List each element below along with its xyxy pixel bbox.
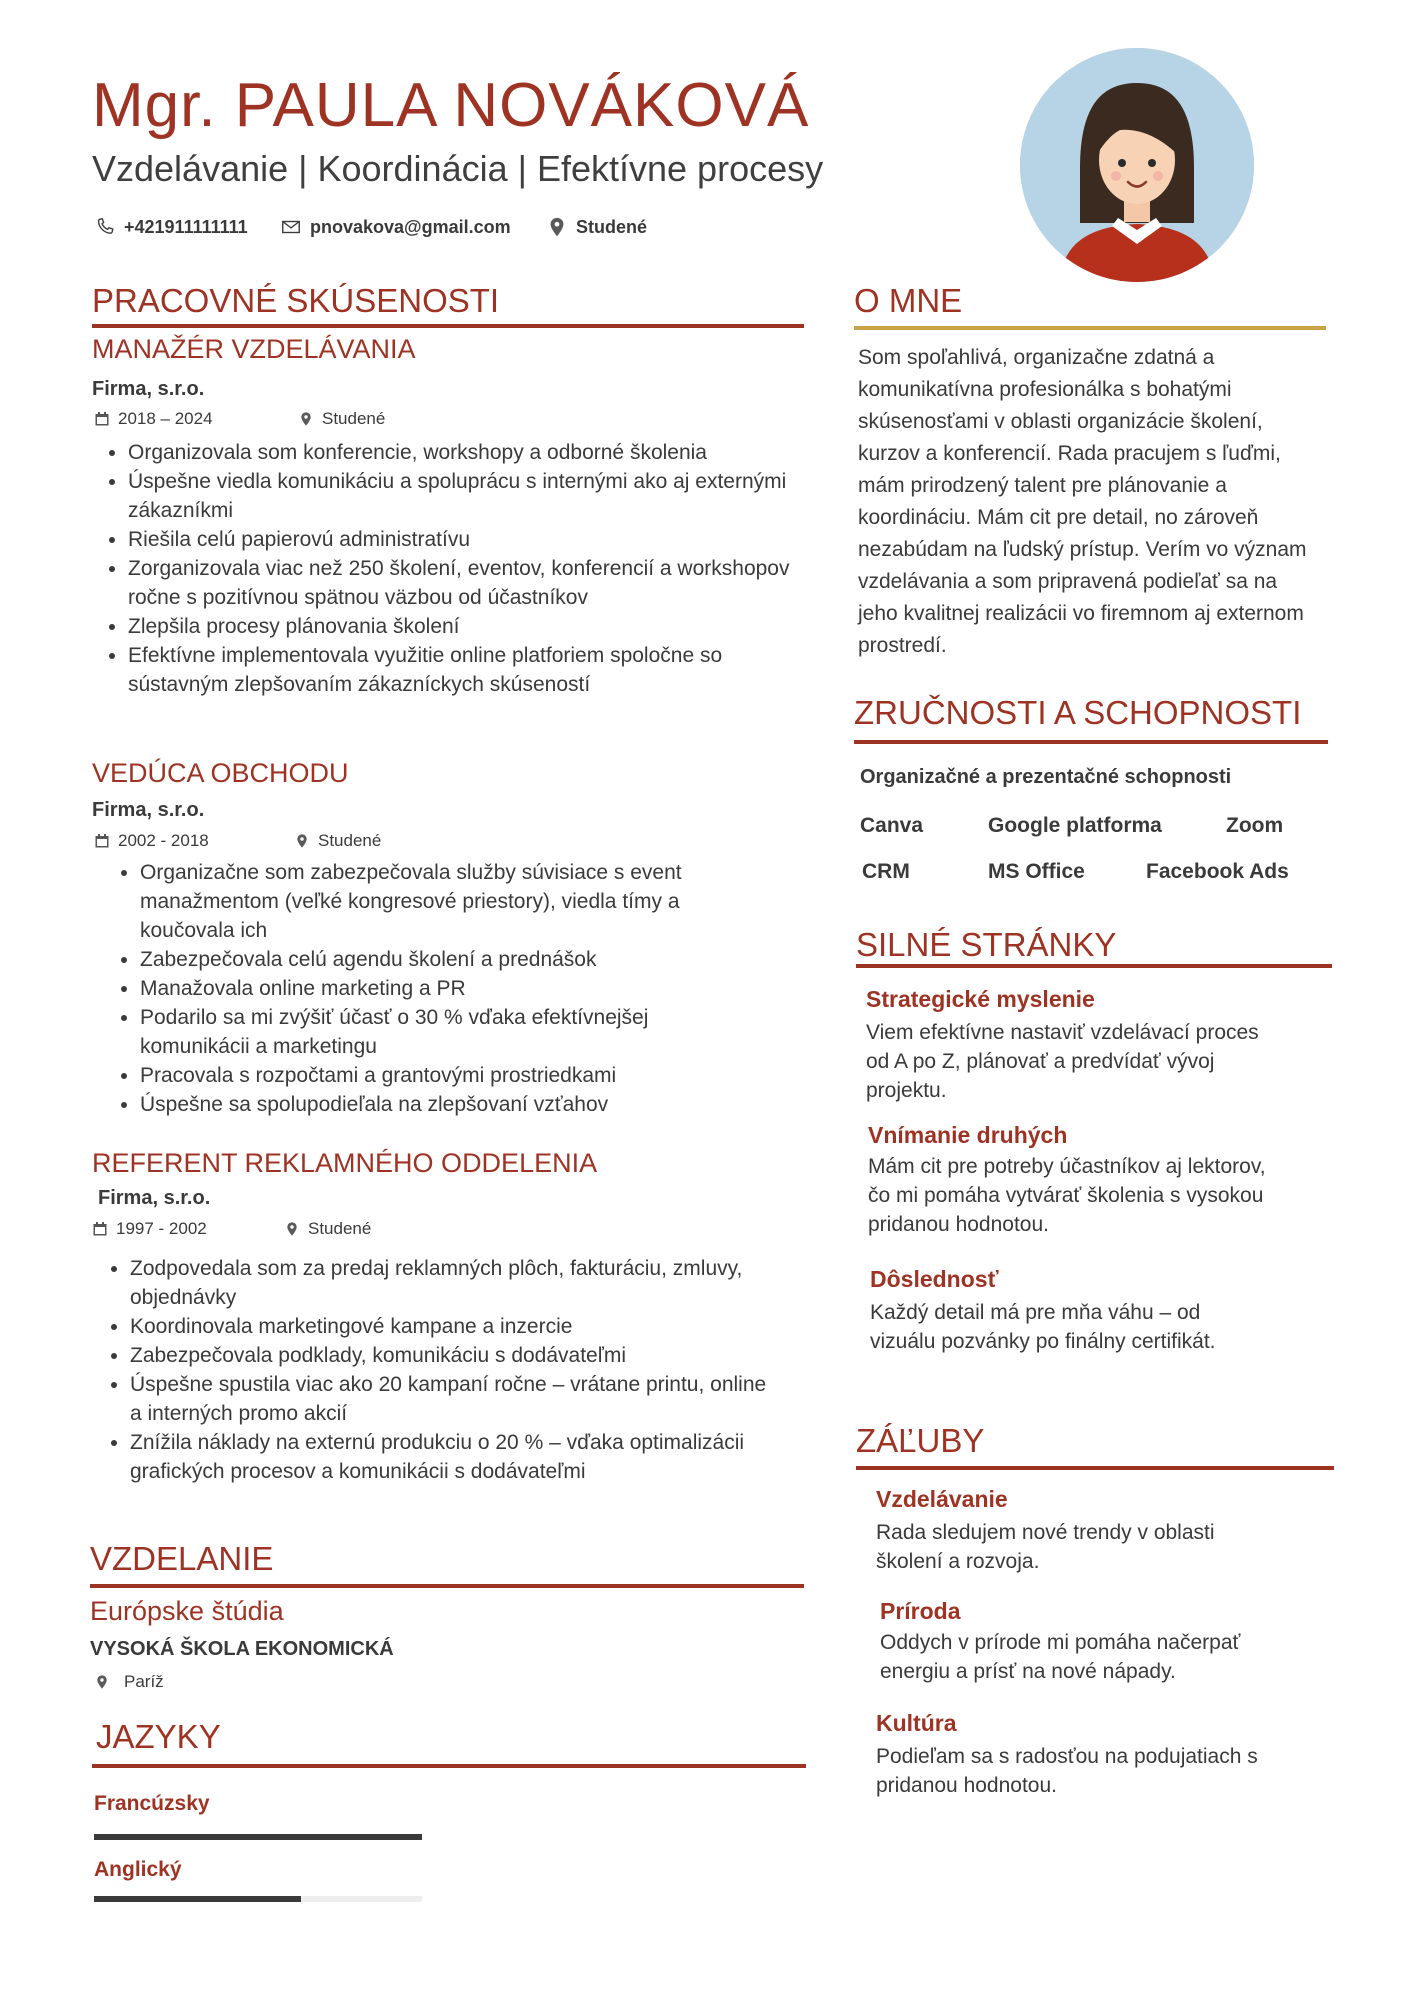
section-title-experience: PRACOVNÉ SKÚSENOSTI [92, 282, 500, 319]
section-divider [854, 740, 1328, 744]
calendar-icon [92, 1221, 108, 1237]
calendar-icon [94, 411, 110, 427]
location-pin-icon [94, 1674, 110, 1690]
list-item: • Organizačne som zabezpečovala služby súvisiace s event manažmentom (veľké kongresové priestory), viedla tímy a koučovala ich [140, 858, 760, 945]
skill-item: Zoom [1226, 814, 1284, 837]
location-pin-icon [546, 216, 568, 238]
section-divider [92, 324, 804, 328]
list-item: • Zlepšila procesy plánovania školení [128, 612, 808, 641]
avatar-illustration [1020, 48, 1254, 282]
job-duties [92, 438, 808, 699]
job-period: 1997 - 2002 [92, 1219, 207, 1239]
job-location: Studené [284, 1219, 371, 1239]
list-item: • Efektívne implementovala využitie online platforiem spoločne so sústavným zlepšovaním zákazníckych skúseností [128, 641, 808, 699]
section-title-education: VZDELANIE [90, 1540, 274, 1577]
job-title: VEDÚCA OBCHODU [92, 758, 349, 788]
school-location: Paríž [94, 1672, 164, 1692]
hobby-text: Oddych v prírode mi pomáha načerpať energiu a prísť na nové nápady. [880, 1631, 1241, 1683]
location-pin-icon [298, 411, 314, 427]
company-name: Firma, s.r.o. [92, 799, 205, 821]
section-divider [854, 326, 1326, 330]
strength-title: Dôslednosť [870, 1266, 999, 1292]
tagline: Vzdelávanie | Koordinácia | Efektívne procesy [92, 148, 824, 189]
list-item: • Zodpovedala som za predaj reklamných plôch, fakturáciu, zmluvy, objednávky [130, 1254, 770, 1312]
company-name: Firma, s.r.o. [92, 378, 205, 400]
job-location: Studené [298, 409, 385, 429]
skill-item: Canva [860, 814, 924, 837]
list-item: • Organizovala som konferencie, workshopy a odborné školenia [128, 438, 808, 467]
calendar-icon [94, 833, 110, 849]
strength-title: Strategické myslenie [866, 986, 1095, 1012]
job-period: 2018 – 2024 [94, 409, 213, 429]
location: Studené [576, 216, 648, 237]
list-item: • Znížila náklady na externú produkciu o 20 % – vďaka optimalizácii grafických procesov a komunikácii s dodávateľmi [130, 1428, 770, 1486]
contact-location [546, 216, 647, 238]
job-location: Studené [294, 831, 381, 851]
location-pin-icon [294, 833, 310, 849]
language-name: Anglický [94, 1858, 182, 1881]
strength-title: Vnímanie druhých [868, 1122, 1068, 1148]
job-title: MANAŽÉR VZDELÁVANIA [92, 334, 416, 364]
language-name: Francúzsky [94, 1792, 210, 1815]
strength-text: Viem efektívne nastaviť vzdelávací proces od A po Z, plánovať a predvídať vývoj projektu. [866, 1021, 1259, 1102]
skill-item: MS Office [988, 860, 1085, 883]
hobby-title: Kultúra [876, 1710, 957, 1736]
list-item: • Úspešne spustila viac ako 20 kampaní ročne – vrátane printu, online a interných promo akcií [130, 1370, 770, 1428]
list-item: • Manažovala online marketing a PR [140, 974, 760, 1003]
school-name: VYSOKÁ ŠKOLA EKONOMICKÁ [90, 1638, 394, 1660]
job-duties [94, 1254, 770, 1486]
phone-number[interactable]: +421911111111 [124, 216, 248, 237]
avatar [1020, 48, 1254, 282]
language-level-bar [94, 1834, 422, 1840]
hobby-title: Príroda [880, 1598, 961, 1624]
about-text: Som spoľahlivá, organizačne zdatná a komunikatívna profesionálka s bohatými skúsenosťami v oblasti organizácie školení, kurzov a konferencií. Rada pracujem s ľuďmi, mám prirodzený talent pre plánovanie a koordináciu. Mám cit pre detail, no zároveň nezabúdam na ľudský prístup. Verím vo význam vzdelávania a som pripravená podieľať sa na jeho kvalitnej realizácii vo firemnom aj externom prostredí. [858, 346, 1307, 657]
contact-phone [94, 216, 248, 238]
company-name: Firma, s.r.o. [98, 1187, 211, 1209]
job-period: 2002 - 2018 [94, 831, 209, 851]
section-title-languages: JAZYKY [96, 1718, 221, 1755]
section-title-strengths: SILNÉ STRÁNKY [856, 926, 1117, 963]
skills-heading: Organizačné a prezentačné schopnosti [860, 766, 1232, 788]
list-item: • Zabezpečovala podklady, komunikáciu s dodávateľmi [130, 1341, 770, 1370]
email-address[interactable]: pnovakova@gmail.com [310, 216, 511, 237]
list-item: • Zabezpečovala celú agendu školení a prednášok [140, 945, 760, 974]
contact-email [280, 216, 511, 238]
list-item: • Koordinovala marketingové kampane a inzercie [130, 1312, 770, 1341]
section-title-hobbies: ZÁĽUBY [856, 1422, 985, 1459]
language-level-bar [94, 1896, 422, 1902]
candidate-name: Mgr. PAULA NOVÁKOVÁ [92, 71, 810, 140]
list-item: • Podarilo sa mi zvýšiť účasť o 30 % vďaka efektívnejšej komunikácii a marketingu [140, 1003, 760, 1061]
section-divider [90, 1584, 804, 1588]
skill-item: Google platforma [988, 814, 1162, 837]
phone-icon [94, 216, 116, 238]
location-pin-icon [284, 1221, 300, 1237]
strength-text: Mám cit pre potreby účastníkov aj lektorov, čo mi pomáha vytvárať školenia s vysokou pridanou hodnotou. [868, 1155, 1266, 1236]
section-divider [856, 964, 1332, 968]
skill-item: Facebook Ads [1146, 860, 1289, 883]
section-divider [856, 1466, 1334, 1470]
list-item: • Riešila celú papierovú administratívu [128, 525, 808, 554]
strength-text: Každý detail má pre mňa váhu – od vizuálu pozvánky po finálny certifikát. [870, 1301, 1216, 1353]
language-level-fill [94, 1896, 301, 1902]
job-duties [104, 858, 760, 1119]
hobby-text: Rada sledujem nové trendy v oblasti školení a rozvoja. [876, 1521, 1215, 1573]
list-item: • Úspešne sa spolupodieľala na zlepšovaní vzťahov [140, 1090, 760, 1119]
list-item: • Zorganizovala viac než 250 školení, eventov, konferencií a workshopov ročne s pozitívnou spätnou väzbou od účastníkov [128, 554, 808, 612]
section-title-skills: ZRUČNOSTI A SCHOPNOSTI [854, 694, 1302, 731]
list-item: • Pracovala s rozpočtami a grantovými prostriedkami [140, 1061, 760, 1090]
hobby-title: Vzdelávanie [876, 1486, 1008, 1512]
education-field: Európske štúdia [90, 1596, 284, 1626]
job-title: REFERENT REKLAMNÉHO ODDELENIA [92, 1148, 598, 1178]
list-item: • Úspešne viedla komunikáciu a spoluprácu s internými ako aj externými zákazníkmi [128, 467, 808, 525]
skill-item: CRM [862, 860, 910, 883]
hobby-text: Podieľam sa s radosťou na podujatiach s pridanou hodnotou. [876, 1745, 1258, 1797]
mail-icon [280, 216, 302, 238]
language-level-fill [94, 1834, 422, 1840]
section-title-about: O MNE [854, 282, 963, 319]
section-divider [92, 1764, 806, 1768]
